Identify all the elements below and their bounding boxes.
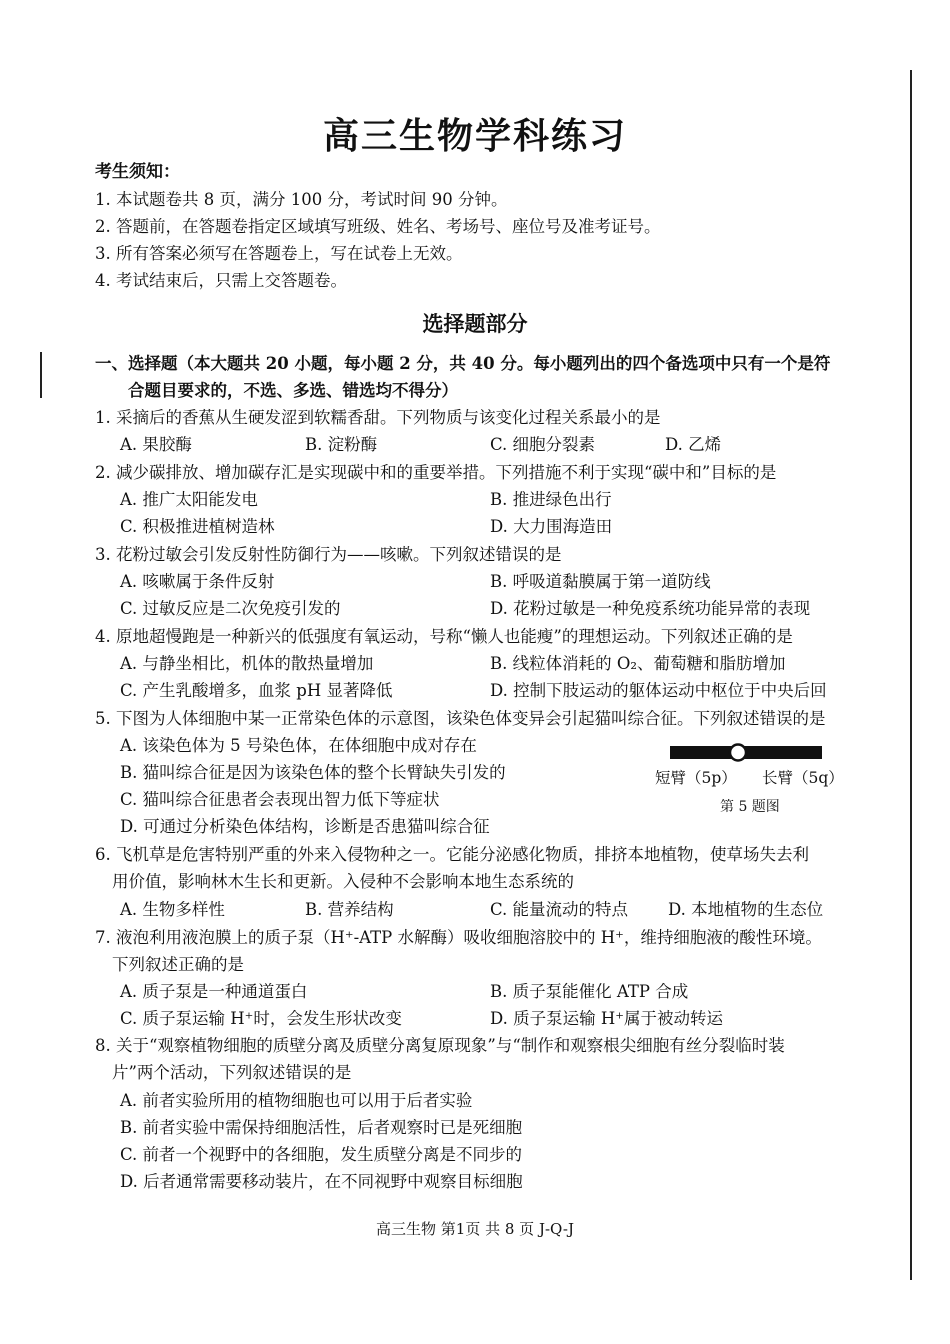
section-title: 选择题部分 bbox=[422, 311, 528, 336]
question-4-option-b: B. 线粒体消耗的 O₂、葡萄糖和脂肪增加 bbox=[490, 654, 786, 673]
part-instructions-line1: 一、选择题（本大题共 20 小题，每小题 2 分，共 40 分。每小题列出的四个备选项中只有一个是符 bbox=[95, 354, 831, 373]
notice-item: 1. 本试题卷共 8 页，满分 100 分，考试时间 90 分钟。 bbox=[95, 190, 508, 209]
question-6-stem-cont: 用价值，影响林木生长和更新。入侵种不会影响本地生态系统的 bbox=[112, 872, 574, 891]
chromosome-icon bbox=[650, 740, 850, 766]
margin-mark bbox=[40, 352, 42, 398]
question-7-option-d: D. 质子泵运输 H⁺属于被动转运 bbox=[490, 1009, 723, 1028]
question-6-option-c: C. 能量流动的特点 bbox=[490, 900, 629, 919]
chromosome-figure bbox=[650, 740, 850, 820]
question-3-option-d: D. 花粉过敏是一种免疫系统功能异常的表现 bbox=[490, 599, 811, 618]
notice-item: 3. 所有答案必须写在答题卷上，写在试卷上无效。 bbox=[95, 244, 463, 263]
centromere bbox=[730, 745, 746, 761]
question-4-stem: 4. 原地超慢跑是一种新兴的低强度有氧运动，号称“懒人也能瘦”的理想运动。下列叙述正确的是 bbox=[95, 627, 793, 646]
question-5-option-d: D. 可通过分析染色体结构，诊断是否患猫叫综合征 bbox=[120, 817, 490, 836]
question-3-option-a: A. 咳嗽属于条件反射 bbox=[120, 572, 275, 591]
question-1-option-b: B. 淀粉酶 bbox=[305, 435, 378, 454]
question-3-option-c: C. 过敏反应是二次免疫引发的 bbox=[120, 599, 341, 618]
question-2-option-d: D. 大力围海造田 bbox=[490, 517, 613, 536]
short-arm-label: 短臂（5p） bbox=[655, 769, 737, 787]
question-4-option-c: C. 产生乳酸增多，血浆 pH 显著降低 bbox=[120, 681, 393, 700]
notice-item: 4. 考试结束后，只需上交答题卷。 bbox=[95, 271, 347, 290]
page-border-line bbox=[910, 70, 912, 1280]
long-arm-label: 长臂（5q） bbox=[762, 769, 844, 787]
chromosome-long-arm bbox=[744, 746, 822, 759]
question-8-stem-cont: 片”两个活动，下列叙述错误的是 bbox=[112, 1063, 352, 1082]
question-1-option-a: A. 果胶酶 bbox=[120, 435, 192, 454]
question-5-stem: 5. 下图为人体细胞中某一正常染色体的示意图，该染色体变异会引起猫叫综合征。下列叙述错误的是 bbox=[95, 709, 826, 728]
chromosome-short-arm bbox=[670, 746, 732, 759]
question-4-option-d: D. 控制下肢运动的躯体运动中枢位于中央后回 bbox=[490, 681, 827, 700]
question-1-option-d: D. 乙烯 bbox=[665, 435, 722, 454]
question-5-option-c: C. 猫叫综合征患者会表现出智力低下等症状 bbox=[120, 790, 440, 809]
question-4-option-a: A. 与静坐相比，机体的散热量增加 bbox=[120, 654, 374, 673]
question-6-option-b: B. 营养结构 bbox=[305, 900, 394, 919]
question-3-option-b: B. 呼吸道黏膜属于第一道防线 bbox=[490, 572, 711, 591]
question-8-option-b: B. 前者实验中需保持细胞活性，后者观察时已是死细胞 bbox=[120, 1118, 523, 1137]
question-7-option-a: A. 质子泵是一种通道蛋白 bbox=[120, 982, 308, 1001]
page-footer: 高三生物 第1页 共 8 页 J-Q-J bbox=[376, 1220, 574, 1238]
page-title: 高三生物学科练习 bbox=[322, 115, 627, 157]
question-2-stem: 2. 减少碳排放、增加碳存汇是实现碳中和的重要举措。下列措施不利于实现“碳中和”目标的是 bbox=[95, 463, 777, 482]
question-6-stem: 6. 飞机草是危害特别严重的外来入侵物种之一。它能分泌感化物质，排挤本地植物，使草场失去利 bbox=[95, 845, 809, 864]
question-5-option-a: A. 该染色体为 5 号染色体，在体细胞中成对存在 bbox=[120, 736, 477, 755]
question-1-stem: 1. 采摘后的香蕉从生硬发涩到软糯香甜。下列物质与该变化过程关系最小的是 bbox=[95, 408, 661, 427]
question-7-stem-cont: 下列叙述正确的是 bbox=[112, 955, 244, 974]
question-1-option-c: C. 细胞分裂素 bbox=[490, 435, 596, 454]
question-8-option-c: C. 前者一个视野中的各细胞，发生质壁分离是不同步的 bbox=[120, 1145, 523, 1164]
question-2-option-a: A. 推广太阳能发电 bbox=[120, 490, 258, 509]
question-3-stem: 3. 花粉过敏会引发反射性防御行为——咳嗽。下列叙述错误的是 bbox=[95, 545, 562, 564]
question-7-option-b: B. 质子泵能催化 ATP 合成 bbox=[490, 982, 689, 1001]
question-8-option-a: A. 前者实验所用的植物细胞也可以用于后者实验 bbox=[120, 1091, 473, 1110]
question-5-option-b: B. 猫叫综合征是因为该染色体的整个长臂缺失引发的 bbox=[120, 763, 506, 782]
part-instructions-line2: 合题目要求的，不选、多选、错选均不得分） bbox=[128, 381, 458, 400]
question-7-stem: 7. 液泡利用液泡膜上的质子泵（H⁺-ATP 水解酶）吸收细胞溶胶中的 H⁺，维持细胞液的酸性环境。 bbox=[95, 928, 822, 947]
question-8-option-d: D. 后者通常需要移动装片，在不同视野中观察目标细胞 bbox=[120, 1172, 523, 1191]
question-8-stem: 8. 关于“观察植物细胞的质壁分离及质壁分离复原现象”与“制作和观察根尖细胞有丝分裂临时装 bbox=[95, 1036, 785, 1055]
question-6-option-d: D. 本地植物的生态位 bbox=[668, 900, 824, 919]
notice-item: 2. 答题前，在答题卷指定区域填写班级、姓名、考场号、座位号及准考证号。 bbox=[95, 217, 661, 236]
question-2-option-c: C. 积极推进植树造林 bbox=[120, 517, 275, 536]
figure-caption: 第 5 题图 bbox=[720, 799, 780, 815]
question-6-option-a: A. 生物多样性 bbox=[120, 900, 225, 919]
notice-heading: 考生须知： bbox=[95, 162, 180, 182]
question-7-option-c: C. 质子泵运输 H⁺时，会发生形状改变 bbox=[120, 1009, 402, 1028]
question-2-option-b: B. 推进绿色出行 bbox=[490, 490, 612, 509]
